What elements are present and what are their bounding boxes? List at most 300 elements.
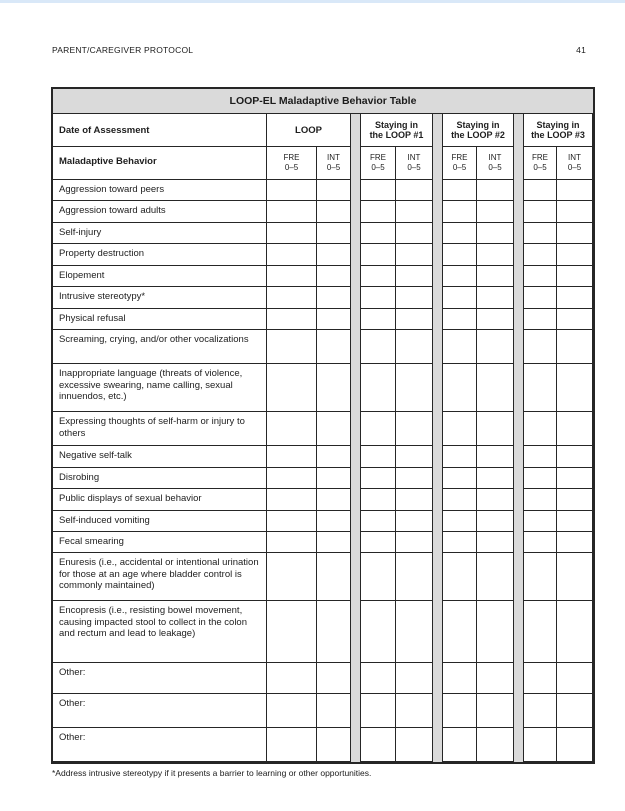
table-row (53, 601, 593, 663)
score-cell (317, 553, 351, 601)
behavior-label: Other: (53, 663, 267, 694)
score-cell (442, 244, 477, 266)
score-cell (523, 201, 557, 223)
top-accent-strip (0, 0, 625, 3)
score-cell (396, 446, 433, 468)
score-cell (557, 489, 593, 511)
column-gap (433, 553, 442, 601)
score-cell (360, 309, 396, 330)
column-gap (351, 201, 360, 223)
score-cell (396, 412, 433, 446)
behavior-label: Fecal smearing (53, 532, 267, 553)
score-cell (523, 532, 557, 553)
score-cell (396, 694, 433, 728)
score-cell (396, 601, 433, 663)
int-column-header (477, 147, 514, 180)
column-gap (514, 309, 523, 330)
score-cell (442, 330, 477, 364)
score-cell (523, 694, 557, 728)
column-gap (433, 364, 442, 412)
score-cell (267, 266, 317, 287)
score-cell (396, 468, 433, 489)
behavior-label: Disrobing (53, 468, 267, 489)
score-cell (442, 489, 477, 511)
range-label: 0–5 (284, 163, 299, 172)
group-header-line: Staying in (536, 119, 580, 130)
score-cell (523, 266, 557, 287)
score-cell (442, 663, 477, 694)
table-row (53, 223, 593, 244)
score-cell (442, 728, 477, 762)
fre-column-header (360, 147, 396, 180)
score-cell (523, 663, 557, 694)
score-cell (360, 266, 396, 287)
column-gap (351, 147, 360, 180)
score-cell (477, 694, 514, 728)
score-cell (317, 244, 351, 266)
score-cell (477, 223, 514, 244)
score-cell (267, 287, 317, 309)
score-cell (523, 180, 557, 201)
behavior-label: Physical refusal (53, 309, 267, 330)
score-cell (317, 489, 351, 511)
range-label: 0–5 (326, 163, 341, 172)
score-cell (442, 309, 477, 330)
score-cell (360, 694, 396, 728)
column-gap (351, 728, 360, 762)
range-label: 0–5 (407, 163, 421, 172)
footnote: *Address intrusive stereotypy if it presents a barrier to learning or other opportunities. (52, 768, 372, 778)
int-label: INT (568, 153, 581, 162)
table-row (53, 511, 593, 532)
score-cell (317, 511, 351, 532)
column-gap (514, 553, 523, 601)
behavior-label: Aggression toward peers (53, 180, 267, 201)
column-gap (514, 201, 523, 223)
behavior-label: Screaming, crying, and/or other vocalizations (53, 330, 267, 364)
int-label: INT (488, 153, 502, 162)
range-label: 0–5 (371, 163, 385, 172)
int-label: INT (327, 153, 340, 162)
behavior-label: Negative self-talk (53, 446, 267, 468)
score-cell (267, 728, 317, 762)
score-cell (442, 553, 477, 601)
column-gap (351, 511, 360, 532)
group-header-line: the LOOP #3 (531, 130, 585, 140)
score-cell (396, 511, 433, 532)
column-gap (514, 601, 523, 663)
column-gap (514, 468, 523, 489)
table-row (53, 364, 593, 412)
column-gap (514, 532, 523, 553)
score-cell (523, 412, 557, 446)
column-gap (514, 287, 523, 309)
score-cell (317, 532, 351, 553)
score-cell (396, 180, 433, 201)
score-cell (360, 412, 396, 446)
column-gap (351, 223, 360, 244)
fre-label: FRE (532, 153, 548, 162)
score-cell (477, 364, 514, 412)
score-cell (477, 728, 514, 762)
column-gap (351, 287, 360, 309)
table-row (53, 532, 593, 553)
score-cell (360, 223, 396, 244)
score-cell (477, 412, 514, 446)
group-header-line: Staying in (374, 119, 418, 130)
score-cell (317, 330, 351, 364)
column-gap (433, 180, 442, 201)
score-cell (557, 694, 593, 728)
score-cell (442, 266, 477, 287)
score-cell (557, 330, 593, 364)
score-cell (396, 489, 433, 511)
score-cell (317, 412, 351, 446)
score-cell (523, 601, 557, 663)
table-row (53, 330, 593, 364)
group-header-line: Staying in (456, 119, 500, 130)
score-cell (360, 446, 396, 468)
running-header-title: PARENT/CAREGIVER PROTOCOL (52, 45, 194, 55)
score-cell (523, 223, 557, 244)
score-cell (523, 553, 557, 601)
group-header-line: the LOOP #2 (451, 130, 505, 140)
int-label: INT (407, 153, 421, 162)
column-gap (514, 266, 523, 287)
column-gap (514, 114, 523, 147)
table-title: LOOP-EL Maladaptive Behavior Table (53, 89, 593, 114)
score-cell (267, 489, 317, 511)
score-cell (396, 309, 433, 330)
column-gap (514, 694, 523, 728)
score-cell (477, 244, 514, 266)
score-cell (396, 244, 433, 266)
score-cell (523, 446, 557, 468)
table-row (53, 266, 593, 287)
score-cell (557, 201, 593, 223)
score-cell (317, 694, 351, 728)
behavior-label: Expressing thoughts of self-harm or injury to others (53, 412, 267, 446)
score-cell (360, 330, 396, 364)
score-cell (360, 532, 396, 553)
score-cell (360, 489, 396, 511)
score-cell (557, 412, 593, 446)
table-row (53, 446, 593, 468)
score-cell (360, 663, 396, 694)
table-row (53, 201, 593, 223)
score-cell (557, 446, 593, 468)
table-row (53, 287, 593, 309)
table-row (53, 728, 593, 762)
score-cell (360, 201, 396, 223)
column-gap (433, 114, 442, 147)
score-cell (267, 663, 317, 694)
column-gap (433, 147, 442, 180)
score-cell (317, 180, 351, 201)
score-cell (317, 663, 351, 694)
behavior-label: Self-induced vomiting (53, 511, 267, 532)
score-cell (396, 330, 433, 364)
score-cell (477, 330, 514, 364)
column-gap (433, 601, 442, 663)
column-gap (514, 364, 523, 412)
score-cell (523, 309, 557, 330)
score-cell (523, 468, 557, 489)
score-cell (477, 489, 514, 511)
score-cell (396, 532, 433, 553)
score-cell (396, 364, 433, 412)
score-cell (557, 511, 593, 532)
column-gap (433, 511, 442, 532)
column-gap (351, 601, 360, 663)
column-gap (433, 266, 442, 287)
column-gap (351, 694, 360, 728)
score-cell (317, 446, 351, 468)
score-cell (557, 180, 593, 201)
column-gap (514, 412, 523, 446)
behavior-label: Other: (53, 728, 267, 762)
score-cell (360, 287, 396, 309)
column-gap (514, 489, 523, 511)
column-gap (351, 553, 360, 601)
score-cell (360, 180, 396, 201)
score-cell (557, 364, 593, 412)
score-cell (396, 663, 433, 694)
column-gap (514, 223, 523, 244)
column-gap (351, 412, 360, 446)
fre-column-header (442, 147, 477, 180)
behavior-label: Public displays of sexual behavior (53, 489, 267, 511)
score-cell (317, 601, 351, 663)
table-header-row-subcolumns (53, 147, 593, 180)
behavior-label: Enuresis (i.e., accidental or intentional urination for those at an age where bladder control is commonly maintained) (53, 553, 267, 601)
column-gap (433, 309, 442, 330)
column-gap (514, 511, 523, 532)
score-cell (396, 201, 433, 223)
int-column-header (317, 147, 351, 180)
score-cell (442, 532, 477, 553)
score-cell (360, 364, 396, 412)
column-gap (433, 468, 442, 489)
running-header (52, 45, 586, 55)
score-cell (442, 412, 477, 446)
table-row (53, 309, 593, 330)
score-cell (557, 663, 593, 694)
column-gap (514, 663, 523, 694)
score-cell (267, 180, 317, 201)
score-cell (477, 532, 514, 553)
score-cell (477, 511, 514, 532)
group-header-staying-2 (442, 114, 514, 147)
column-gap (514, 446, 523, 468)
column-gap (433, 446, 442, 468)
score-cell (267, 511, 317, 532)
score-cell (267, 244, 317, 266)
table-row (53, 412, 593, 446)
behavior-label: Other: (53, 694, 267, 728)
score-cell (442, 446, 477, 468)
score-cell (360, 244, 396, 266)
score-cell (396, 728, 433, 762)
score-cell (477, 553, 514, 601)
date-of-assessment-header: Date of Assessment (53, 114, 267, 147)
int-column-header (557, 147, 593, 180)
column-gap (433, 532, 442, 553)
fre-label: FRE (451, 153, 468, 162)
score-cell (396, 553, 433, 601)
column-gap (433, 223, 442, 244)
table-row (53, 180, 593, 201)
behavior-label: Self-injury (53, 223, 267, 244)
group-header-staying-1 (360, 114, 433, 147)
maladaptive-behavior-table (51, 87, 595, 764)
score-cell (267, 553, 317, 601)
score-cell (267, 468, 317, 489)
column-gap (433, 663, 442, 694)
behavior-label: Elopement (53, 266, 267, 287)
fre-column-header (523, 147, 557, 180)
score-cell (477, 287, 514, 309)
score-cell (557, 244, 593, 266)
score-cell (523, 244, 557, 266)
column-gap (433, 330, 442, 364)
column-gap (351, 330, 360, 364)
fre-column-header (267, 147, 317, 180)
table-row (53, 694, 593, 728)
score-cell (442, 511, 477, 532)
score-cell (317, 223, 351, 244)
score-cell (317, 201, 351, 223)
score-cell (317, 468, 351, 489)
column-gap (351, 266, 360, 287)
int-column-header (396, 147, 433, 180)
column-gap (433, 694, 442, 728)
score-cell (442, 694, 477, 728)
score-cell (360, 468, 396, 489)
column-gap (351, 468, 360, 489)
score-cell (267, 364, 317, 412)
score-cell (477, 663, 514, 694)
score-cell (557, 601, 593, 663)
score-cell (267, 309, 317, 330)
column-gap (433, 412, 442, 446)
score-cell (523, 728, 557, 762)
column-gap (351, 114, 360, 147)
score-cell (267, 601, 317, 663)
score-cell (557, 266, 593, 287)
score-cell (557, 309, 593, 330)
score-cell (317, 728, 351, 762)
score-cell (523, 287, 557, 309)
table-row (53, 489, 593, 511)
score-cell (477, 201, 514, 223)
table-body (53, 180, 593, 762)
score-cell (267, 330, 317, 364)
range-label: 0–5 (567, 163, 582, 172)
fre-label: FRE (283, 153, 300, 162)
score-cell (317, 309, 351, 330)
score-cell (477, 446, 514, 468)
column-gap (351, 446, 360, 468)
score-cell (360, 553, 396, 601)
score-cell (523, 330, 557, 364)
score-cell (442, 287, 477, 309)
score-cell (557, 553, 593, 601)
score-cell (557, 223, 593, 244)
score-cell (267, 223, 317, 244)
behavior-label: Intrusive stereotypy* (53, 287, 267, 309)
score-cell (477, 309, 514, 330)
page-number: 41 (576, 45, 586, 55)
column-gap (433, 244, 442, 266)
table-header-row-groups (53, 114, 593, 147)
score-cell (317, 364, 351, 412)
score-cell (442, 180, 477, 201)
score-cell (442, 601, 477, 663)
column-gap (514, 244, 523, 266)
score-cell (267, 532, 317, 553)
score-cell (477, 266, 514, 287)
column-gap (351, 532, 360, 553)
score-cell (360, 511, 396, 532)
score-cell (523, 364, 557, 412)
column-gap (351, 309, 360, 330)
score-cell (442, 364, 477, 412)
score-cell (317, 266, 351, 287)
score-cell (317, 287, 351, 309)
range-label: 0–5 (452, 163, 467, 172)
score-cell (557, 287, 593, 309)
score-cell (396, 287, 433, 309)
behavior-label: Inappropriate language (threats of violence, excessive swearing, name calling, sexual innuendos, etc.) (53, 364, 267, 412)
score-cell (267, 201, 317, 223)
score-cell (557, 532, 593, 553)
column-gap (514, 147, 523, 180)
table-row (53, 553, 593, 601)
column-gap (433, 287, 442, 309)
score-cell (360, 601, 396, 663)
group-header-staying-3 (523, 114, 593, 147)
score-cell (442, 201, 477, 223)
score-cell (477, 180, 514, 201)
score-cell (557, 468, 593, 489)
score-cell (396, 223, 433, 244)
range-label: 0–5 (488, 163, 502, 172)
score-cell (360, 728, 396, 762)
column-gap (351, 489, 360, 511)
column-gap (433, 728, 442, 762)
maladaptive-behavior-header: Maladaptive Behavior (53, 147, 267, 180)
group-header-line: the LOOP #1 (369, 130, 424, 140)
column-gap (351, 663, 360, 694)
column-gap (514, 180, 523, 201)
score-cell (523, 489, 557, 511)
score-cell (396, 266, 433, 287)
column-gap (351, 244, 360, 266)
score-cell (557, 728, 593, 762)
table-row (53, 663, 593, 694)
group-header-loop: LOOP (267, 114, 351, 147)
score-cell (267, 412, 317, 446)
column-gap (351, 180, 360, 201)
column-gap (433, 489, 442, 511)
column-gap (351, 364, 360, 412)
table-row (53, 468, 593, 489)
score-cell (477, 468, 514, 489)
column-gap (514, 728, 523, 762)
score-cell (442, 468, 477, 489)
table-row (53, 244, 593, 266)
